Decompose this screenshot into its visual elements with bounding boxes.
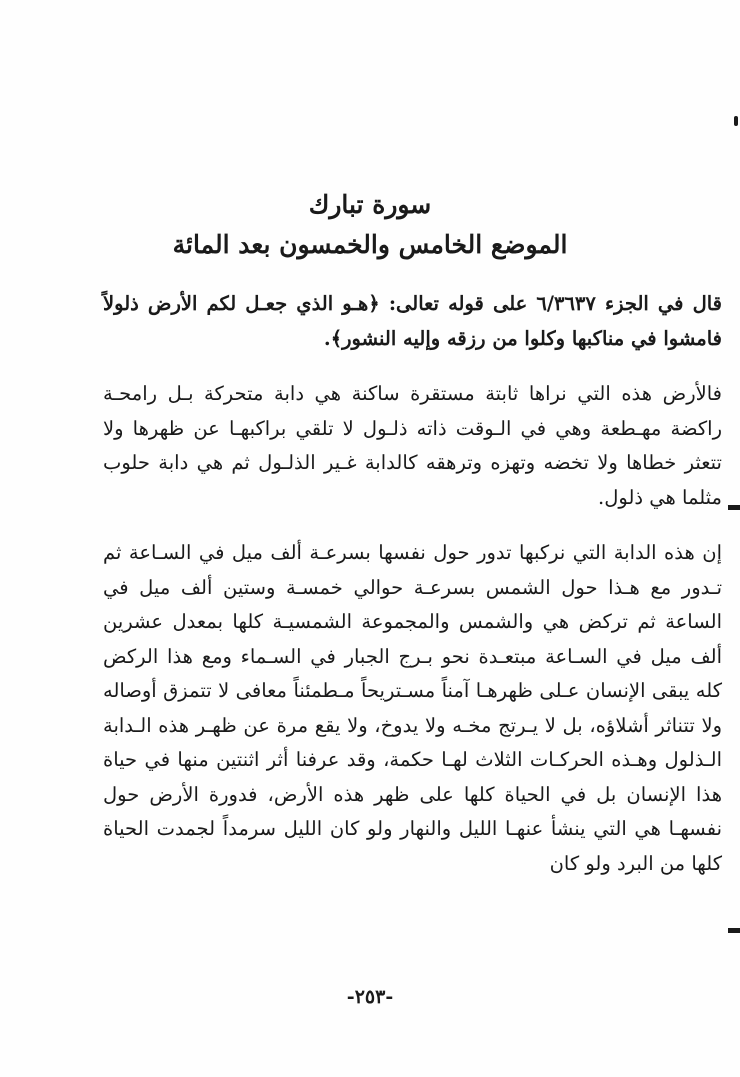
- surah-title: سورة تبارك: [308, 190, 432, 219]
- body-paragraph-earth-motion: إن هذه الدابة التي نركبها تدور حول نفسها بسرعـة ألف ميل في السـاعة ثم تـدور مع هـذا حول الشمس بسرعـة حوالي خمسـة وستين ألف ميل في الساعة ثم تركض هي والشمس والمجموعة الشمسيـة كلها بمعدل عشرين ألف ميل في السـاعة مبتعـدة نحو بـرج الجبار في السـماء ومع هذا الركض كله يبقى الإنسان عـلى ظهرهـا آمناً مسـتريحاً مـطمئناً معافى لا تتمزق أوصاله ولا تتناثر أشلاؤه، بل لا يـرتج مخـه ولا يدوخ، ولا يقع مرة عن ظهـر هذه الـدابة الـذلول وهـذه الحركـات الثلاث لهـا حكمة، وقد عرفنا أثر اثنتين منها في حياة هذا الإنسان بل في الحياة كلها على ظهر هذه الأرض، فدورة الأرض حول نفسهـا هي التي ينشأ عنهـا الليل والنهار ولو كان الليل سرمداً لجمدت الحياة كلها من البرد ولو كان: [103, 541, 722, 875]
- scan-edge-mark-middle: [728, 505, 740, 510]
- scan-edge-mark-top: [734, 116, 738, 126]
- page-number: -٢٥٣-: [346, 986, 394, 1008]
- body-paragraph-earth-mount: فالأرض هذه التي نراها ثابتة مستقرة ساكنة هي دابة متحركة بـل رامحـة راكضة مهـطعة وهي في الـوقت ذاته ذلـول لا تلقي براكبهـا عن ظهرها ولا تتعثر خطاها ولا تخضه وتهزه وترهقه كالدابة غـير الذلـول ثم هي دابة حلوب مثلما هي ذلول.: [103, 382, 722, 509]
- scan-edge-mark-bottom: [728, 928, 740, 933]
- section-title: الموضع الخامس والخمسون بعد المائة: [172, 230, 568, 259]
- quote-paragraph: قال في الجزء ٦/٣٦٣٧ على قوله تعالى: ﴿هـو الذي جعـل لكم الأرض ذلولاً فامشوا في مناكبها وكلوا من رزقه وإليه النشور﴾.: [103, 292, 722, 350]
